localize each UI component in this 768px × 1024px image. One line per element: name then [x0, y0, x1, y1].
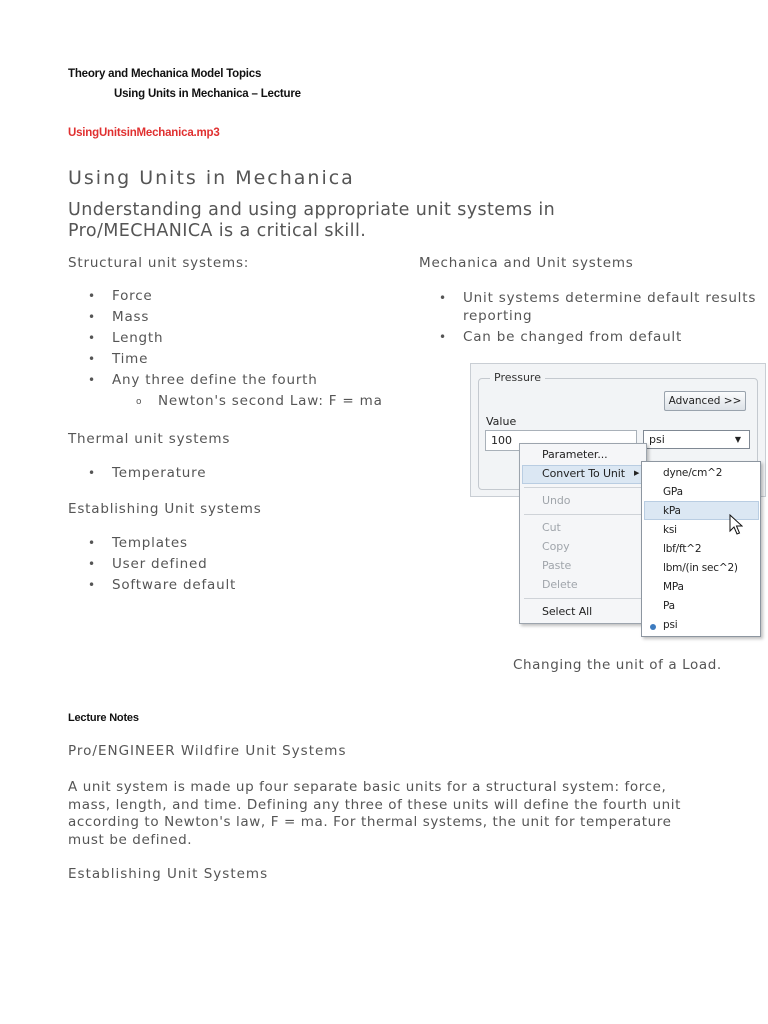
- menu-item-cut[interactable]: Cut: [542, 521, 561, 534]
- dropdown-arrow-icon: ▼: [734, 435, 741, 444]
- list-item: • Temperature: [68, 463, 408, 484]
- list-item: • Time: [68, 349, 408, 370]
- paragraph-line: according to Newton's law, F = ma. For thermal systems, the unit for temperature: [68, 814, 672, 830]
- unit-option[interactable]: Pa: [663, 600, 675, 612]
- menu-item-delete[interactable]: Delete: [542, 578, 578, 591]
- menu-item-parameter[interactable]: Parameter...: [542, 448, 608, 461]
- value-input[interactable]: 100: [485, 430, 637, 451]
- sub-list-item: o Newton's second Law: F = ma: [68, 391, 408, 412]
- list-item: • Length: [68, 328, 408, 349]
- list-item: • Software default: [68, 575, 408, 596]
- course-title: Theory and Mechanica Model Topics: [68, 68, 262, 80]
- thermal-heading: Thermal unit systems: [68, 431, 231, 447]
- establishing-heading: Establishing Unit systems: [68, 501, 262, 517]
- menu-separator: [524, 487, 642, 488]
- menu-item-convert-to-unit[interactable]: Convert To Unit: [542, 467, 625, 480]
- list-item: • User defined: [68, 554, 408, 575]
- unit-option[interactable]: kPa: [663, 505, 681, 517]
- structural-list: [68, 286, 408, 412]
- mechanica-heading: Mechanica and Unit systems: [419, 255, 634, 271]
- menu-item-select-all[interactable]: Select All: [542, 605, 593, 618]
- unit-select-value: psi: [649, 433, 665, 446]
- unit-option[interactable]: lbm/(in sec^2): [663, 562, 738, 574]
- notes-section-1: Pro/ENGINEER Wildfire Unit Systems: [68, 743, 347, 759]
- menu-separator: [524, 598, 642, 599]
- submenu-arrow-icon: ▶: [634, 469, 640, 477]
- menu-item-paste[interactable]: Paste: [542, 559, 572, 572]
- subtitle-line-2: Pro/MECHANICA is a critical skill.: [68, 221, 367, 241]
- unit-option[interactable]: GPa: [663, 486, 683, 498]
- notes-section-2: Establishing Unit Systems: [68, 866, 269, 882]
- value-label: Value: [486, 415, 517, 428]
- menu-item-undo[interactable]: Undo: [542, 494, 571, 507]
- figure-caption: Changing the unit of a Load.: [513, 657, 722, 673]
- advanced-button[interactable]: Advanced >>: [664, 391, 746, 411]
- list-item: • Force: [68, 286, 408, 307]
- list-item: • Can be changed from default: [419, 328, 759, 346]
- structural-heading: Structural unit systems:: [68, 255, 250, 271]
- paragraph-line: mass, length, and time. Defining any three of these units will define the fourth unit: [68, 796, 682, 813]
- subtitle-line-1: Understanding and using appropriate unit systems in: [68, 200, 556, 220]
- unit-submenu: [641, 461, 761, 637]
- mouse-cursor-icon: [729, 514, 743, 536]
- menu-item-copy[interactable]: Copy: [542, 540, 570, 553]
- paragraph-line: must be defined.: [68, 831, 193, 848]
- paragraph-line: A unit system is made up four separate basic units for a structural system: force,: [68, 779, 667, 795]
- page-subtitle: [68, 200, 588, 242]
- unit-option-selected[interactable]: psi: [663, 619, 678, 631]
- page-title: Using Units in Mechanica: [68, 167, 355, 189]
- pressure-group-label: Pressure: [490, 371, 545, 384]
- audio-file-link[interactable]: UsingUnitsinMechanica.mp3: [68, 127, 220, 139]
- mechanica-list: [419, 289, 759, 349]
- list-item: • Mass: [68, 307, 408, 328]
- notes-heading: Lecture Notes: [68, 712, 139, 724]
- list-item: • Templates: [68, 533, 408, 554]
- lecture-title: Using Units in Mechanica – Lecture: [114, 88, 301, 100]
- unit-option[interactable]: MPa: [663, 581, 684, 593]
- unit-option[interactable]: lbf/ft^2: [663, 543, 702, 555]
- list-item: • Unit systems determine default results reporting: [419, 289, 759, 325]
- thermal-list: [68, 463, 408, 484]
- menu-separator: [524, 514, 642, 515]
- selected-radio-icon: [650, 624, 656, 630]
- notes-paragraph: [68, 779, 688, 849]
- context-menu: [519, 443, 647, 624]
- establishing-list: [68, 533, 408, 596]
- list-item: • Any three define the fourth: [68, 370, 408, 391]
- unit-option[interactable]: ksi: [663, 524, 677, 536]
- unit-option[interactable]: dyne/cm^2: [663, 467, 723, 479]
- unit-select[interactable]: [643, 430, 750, 449]
